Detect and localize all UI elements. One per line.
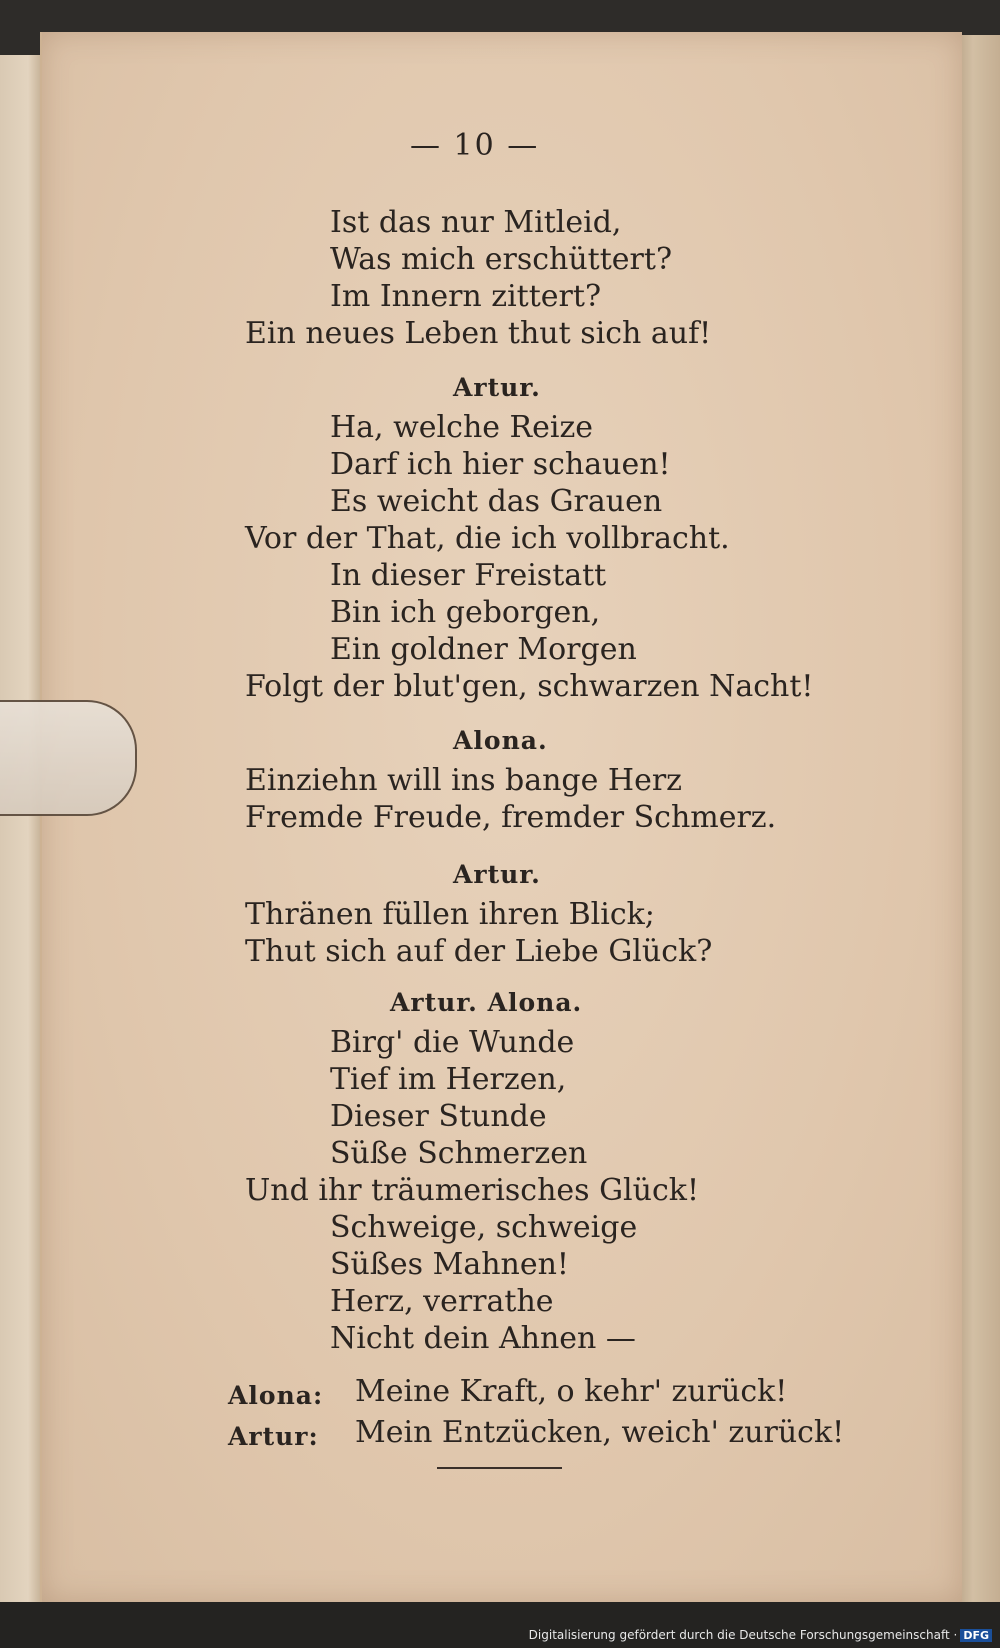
verse-line: Birg' die Wunde [330,1025,575,1060]
verse-line: Fremde Freude, fremder Schmerz. [245,800,777,835]
speaker-heading: Artur. [453,373,541,402]
verse-line: Bin ich geborgen, [330,595,601,630]
verse-line: Tief im Herzen, [330,1062,567,1097]
verse-line: Süßes Mahnen! [330,1247,569,1282]
verse-line: Es weicht das Grauen [330,484,663,519]
verse-line: Darf ich hier schauen! [330,447,671,482]
verse-line: Thut sich auf der Liebe Glück? [245,934,713,969]
verse-line: Süße Schmerzen [330,1136,588,1171]
verse-line: In dieser Freistatt [330,558,607,593]
verse-line: Und ihr träumerisches Glück! [245,1173,699,1208]
verse-line: Nicht dein Ahnen — [330,1321,636,1356]
dialogue-line: Mein Entzücken, weich' zurück! [355,1415,845,1450]
speaker-heading: Artur. Alona. [390,988,583,1017]
verse-line: Einziehn will ins bange Herz [245,763,682,798]
verse-line: Ist das nur Mitleid, [330,205,622,240]
verse-line: Folgt der blut'gen, schwarzen Nacht! [245,669,814,704]
verse-line: Ein goldner Morgen [330,632,637,667]
dialogue-line: Meine Kraft, o kehr' zurück! [355,1374,788,1409]
verse-line: Was mich erschüttert? [330,242,673,277]
verse-line: Thränen füllen ihren Blick; [245,897,655,932]
digitization-credit [529,1628,992,1642]
verse-line: Im Innern zittert? [330,279,602,314]
end-rule [437,1467,562,1469]
verse-line: Ha, welche Reize [330,410,594,445]
dfg-logo: DFG [960,1629,992,1642]
verse-line: Herz, verrathe [330,1284,554,1319]
speaker-heading: Artur. [453,860,541,889]
verse-line: Vor der That, die ich vollbracht. [245,521,730,556]
verse-line: Schweige, schweige [330,1210,638,1245]
dialogue-speaker: Alona: [228,1381,324,1410]
verse-line: Ein neues Leben thut sich auf! [245,316,712,351]
speaker-heading: Alona. [453,726,548,755]
dialogue-speaker: Artur: [228,1422,319,1451]
credit-text: Digitalisierung gefördert durch die Deutsche Forschungsgemeinschaft · [528,1628,958,1642]
verse-line: Dieser Stunde [330,1099,547,1134]
page-number: — 10 — [410,128,540,163]
